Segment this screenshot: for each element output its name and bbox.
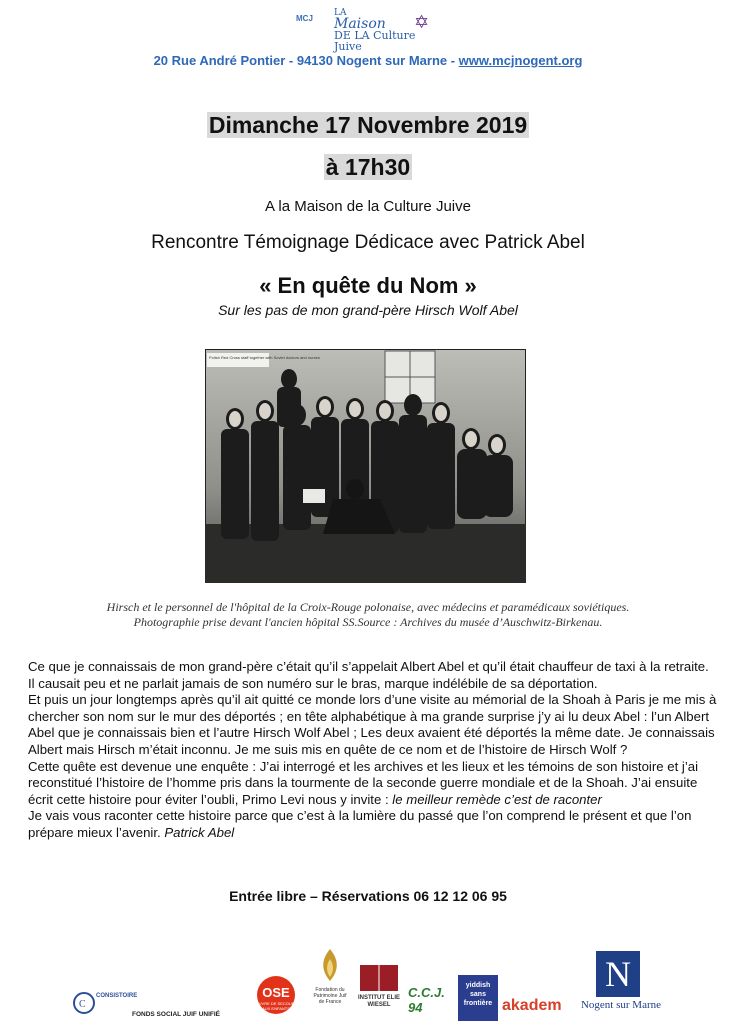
quote-text: le meilleur remède c’est de raconter	[392, 791, 602, 807]
svg-text:C: C	[79, 999, 86, 1010]
historical-group-photo	[205, 349, 526, 583]
nogent-n-icon: N	[596, 951, 640, 997]
body-text	[28, 659, 718, 842]
event-place: A la Maison de la Culture Juive	[265, 198, 471, 215]
akadem-logo: akadem	[502, 997, 562, 1014]
nogent-sur-marne-logo: N Nogent sur Marne	[576, 951, 666, 1021]
fondation-patrimoine-logo: Fondation du Patrimoine Juif de France	[310, 945, 350, 1023]
photo-caption: Hirsch et le personnel de l'hôpital de la Croix-Rouge polonaise, avec médecins et paramédicaux soviétiques. Photographie prise devant l'ancien hôpital SS.Source : Archives du musée d’Auschwitz-Birkenau.	[106, 600, 630, 629]
event-date: Dimanche 17 Novembre 2019	[208, 112, 528, 138]
author-signature: Patrick Abel	[164, 824, 235, 840]
consistoire-fsju-logo: C CONSISTOIRE FONDS SOCIAL JUIF UNIFIÉ	[70, 991, 210, 1021]
mcj-logo	[296, 8, 434, 53]
event-subtitle: Sur les pas de mon grand-père Hirsch Wolf Abel	[218, 302, 518, 318]
yiddish-sans-frontiere-logo: yiddish sans frontière	[458, 975, 498, 1021]
entry-reservations: Entrée libre – Réservations 06 12 12 06 95	[229, 888, 507, 904]
address-line: 20 Rue André Pontier - 94130 Nogent sur Marne - www.mcjnogent.org	[153, 53, 583, 68]
event-title: « En quête du Nom »	[259, 273, 477, 298]
paragraph-3: Cette quête est devenue une enquête : J’ai interrogé et les archives et les lieux et les témoins de son histoire et j’ai reconstitué l’histoire de l’homme pris dans la tourmente de la seconde guerre mondiale et de la Shoah. J’ai ensuite écrit cette histoire pour éviter l’oubli, Primo Levi nous y invite : le meilleur remède c’est de raconter	[28, 758, 699, 807]
photo-inset-label: Polish Red Cross staff together with Soviet doctors and nurses	[209, 355, 320, 360]
event-rencontre: Rencontre Témoignage Dédicace avec Patrick Abel	[151, 232, 585, 253]
paragraph-4: Je vais vous raconter cette histoire parce que c’est à la lumière du passé que l’on comprend le présent et que l’on prépare mieux l’avenir. Patrick Abel	[28, 808, 692, 840]
star-of-david-icon: ✡	[414, 12, 430, 32]
book-icon	[356, 961, 402, 993]
ose-logo: OSE ŒUVRE DE SECOURS AUX ENFANTS	[252, 975, 300, 1019]
website-link[interactable]: www.mcjnogent.org	[458, 53, 583, 68]
menorah-flame-icon	[310, 945, 350, 985]
institut-elie-wiesel-logo: INSTITUT ELIE WIESEL	[356, 961, 402, 1019]
maison-culture-juive-wordmark: LA Maison DE LA Culture Juive	[334, 8, 416, 53]
event-time: à 17h30	[325, 154, 411, 180]
ccj94-logo: C.C.J. 94	[408, 985, 445, 1015]
paragraph-2: Et puis un jour longtemps après qu’il ait quitté ce monde lors d’une visite au mémorial de la Shoah à Paris je me mis à chercher son nom sur le mur des déportés ; en tête alphabétique à ma grande surprise j’y ai lu deux Abel : l’un Albert Abel que je connaissais bien et l’autre Hirsch Wolf Abel ; Les deux avaient été déportés la même date. Je connaissais Albert mais Hirsch m’était inconnu. Je me suis mis en quête de ce nom et de l’histoire de Hirsch Wolf ?	[28, 692, 717, 757]
paragraph-1: Ce que je connaissais de mon grand-père c’était qu’il s’appelait Albert Abel et qu’il était chauffeur de taxi à la retraite. Il causait peu et ne parlait jamais de son numéro sur le bras, marque indélébile de sa déportation.	[28, 659, 709, 691]
sponsor-logos	[0, 945, 736, 1024]
mcj-small-logo: MCJ	[296, 14, 313, 23]
group-photo-illustration	[205, 349, 526, 583]
